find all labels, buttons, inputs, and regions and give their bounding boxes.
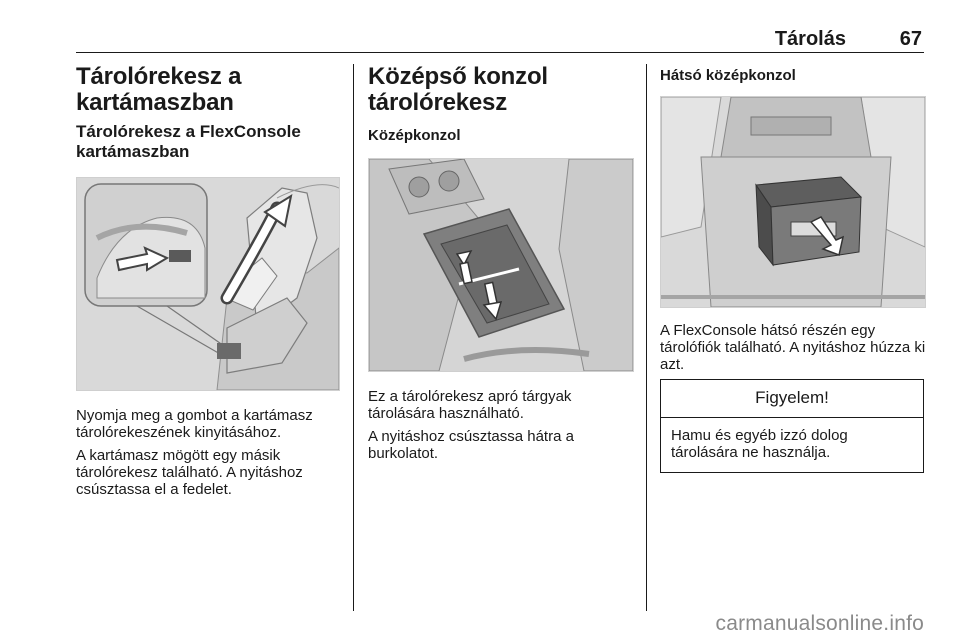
column-divider xyxy=(353,64,354,611)
center-console-storage-illustration xyxy=(368,158,634,372)
column-divider xyxy=(646,64,647,611)
subsection-heading: Középkonzol xyxy=(368,127,461,144)
subsection-heading: Tárolórekesz a FlexConsole kartámaszban xyxy=(76,122,301,161)
paragraph: Ez a tárolórekesz apró tárgyak tárolására használható. xyxy=(368,388,572,422)
warning-note xyxy=(660,379,924,473)
paragraph: Nyomja meg a gombot a kartámasz tárolórekeszének kinyitásához. xyxy=(76,407,313,441)
warning-note-body: Hamu és egyéb izzó dolog tárolására ne használja. xyxy=(671,427,848,461)
warning-note-title: Figyelem! xyxy=(661,380,923,418)
page-number: 67 xyxy=(899,28,922,50)
paragraph: A kartámasz mögött egy másik tárolórekesz található. A nyitáshoz csúsztassa el a fedelet. xyxy=(76,447,303,498)
watermark-text: carmanualsonline.info xyxy=(715,612,924,635)
armrest-illustration-svg xyxy=(77,178,339,390)
section-heading: Középső konzol tárolórekesz xyxy=(368,63,548,116)
center-console-illustration-svg xyxy=(369,159,633,371)
paragraph: A nyitáshoz csúsztassa hátra a burkolatot. xyxy=(368,428,574,462)
column-rear-console xyxy=(660,64,926,473)
page-header xyxy=(76,26,924,53)
rear-console-illustration-svg xyxy=(661,97,925,307)
column-center-console xyxy=(368,64,634,462)
section-title: Tárolás xyxy=(774,28,846,50)
armrest-storage-illustration xyxy=(76,177,340,391)
rear-console-drawer-illustration xyxy=(660,96,926,308)
subsection-heading: Hátsó középkonzol xyxy=(660,67,796,84)
section-heading: Tárolórekesz a kartámaszban xyxy=(76,63,242,116)
column-armrest xyxy=(76,64,340,498)
paragraph: A FlexConsole hátsó részén egy tárolófiók található. A nyitáshoz húzza ki azt. xyxy=(660,322,926,373)
